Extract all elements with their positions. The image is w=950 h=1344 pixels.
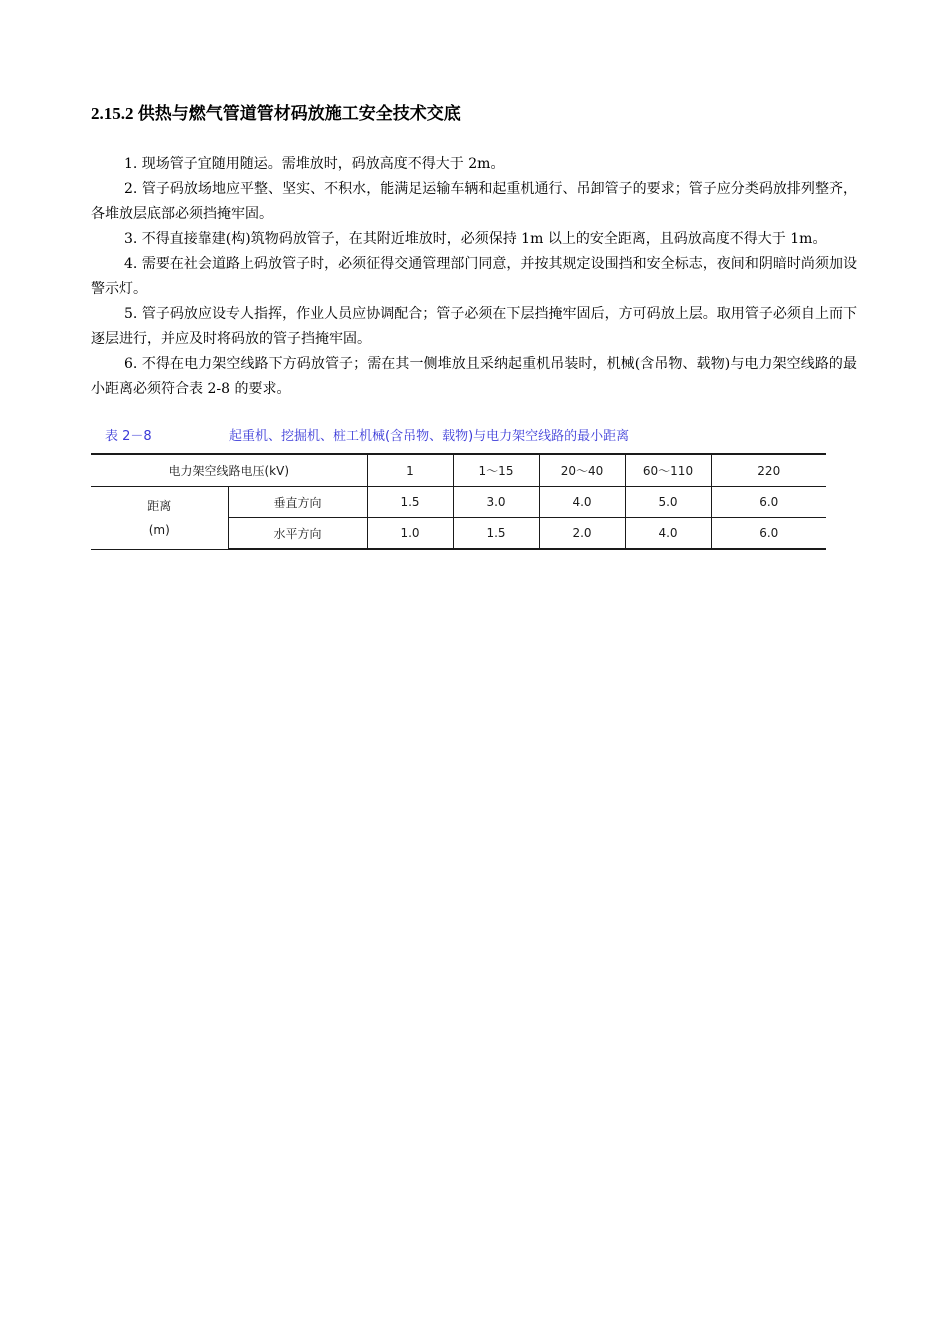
table-number: 表 2－8 [105,429,152,444]
section-heading: 2.15.2 供热与燃气管道管材码放施工安全技术交底 [91,104,461,123]
value-cell: 2.0 [539,518,625,550]
value-cell: 4.0 [625,518,711,550]
table-header-row [91,454,826,487]
paragraph-5: 5. 管子码放应设专人指挥，作业人员应协调配合；管子必须在下层挡掩牢固后，方可码放上层。取用管子必须自上而下逐层进行，并应及时将码放的管子挡掩牢固。 [91,306,857,347]
voltage-cell: 1 [367,454,453,487]
value-cell: 1.0 [367,518,453,550]
table-caption [105,428,845,446]
min-distance-table [91,453,826,550]
value-cell: 6.0 [711,487,826,518]
value-cell: 5.0 [625,487,711,518]
distance-unit: (m) [148,522,170,537]
value-cell: 6.0 [711,518,826,550]
distance-label: 距离 [147,498,172,513]
voltage-header-cell: 电力架空线路电压(kV) [91,454,367,487]
distance-group-cell [91,487,228,550]
row-label-cell: 水平方向 [228,518,367,550]
paragraph-4: 4. 需要在社会道路上码放管子时，必须征得交通管理部门同意，并按其规定设围挡和安全标志，夜间和阴暗时尚须加设警示灯。 [91,256,857,297]
voltage-cell: 20～40 [539,454,625,487]
paragraph-2: 2. 管子码放场地应平整、坚实、不积水，能满足运输车辆和起重机通行、吊卸管子的要求；管子应分类码放排列整齐，各堆放层底部必须挡掩牢固。 [91,181,857,222]
voltage-cell: 60～110 [625,454,711,487]
body-text [91,152,857,402]
row-label-cell: 垂直方向 [228,487,367,518]
table-row [91,487,826,518]
paragraph-3: 3. 不得直接靠建(构)筑物码放管子，在其附近堆放时，必须保持 1m 以上的安全距离，且码放高度不得大于 1m。 [124,231,827,247]
value-cell: 1.5 [453,518,539,550]
paragraph-1: 1. 现场管子宜随用随运。需堆放时，码放高度不得大于 2m。 [124,156,505,172]
paragraph-6: 6. 不得在电力架空线路下方码放管子；需在其一侧堆放且采纳起重机吊装时，机械(含吊物、载物)与电力架空线路的最小距离必须符合表 2-8 的要求。 [91,356,857,397]
table-title: 起重机、挖掘机、桩工机械(含吊物、载物)与电力架空线路的最小距离 [229,429,630,444]
value-cell: 4.0 [539,487,625,518]
value-cell: 1.5 [367,487,453,518]
voltage-cell: 1～15 [453,454,539,487]
value-cell: 3.0 [453,487,539,518]
voltage-cell: 220 [711,454,826,487]
